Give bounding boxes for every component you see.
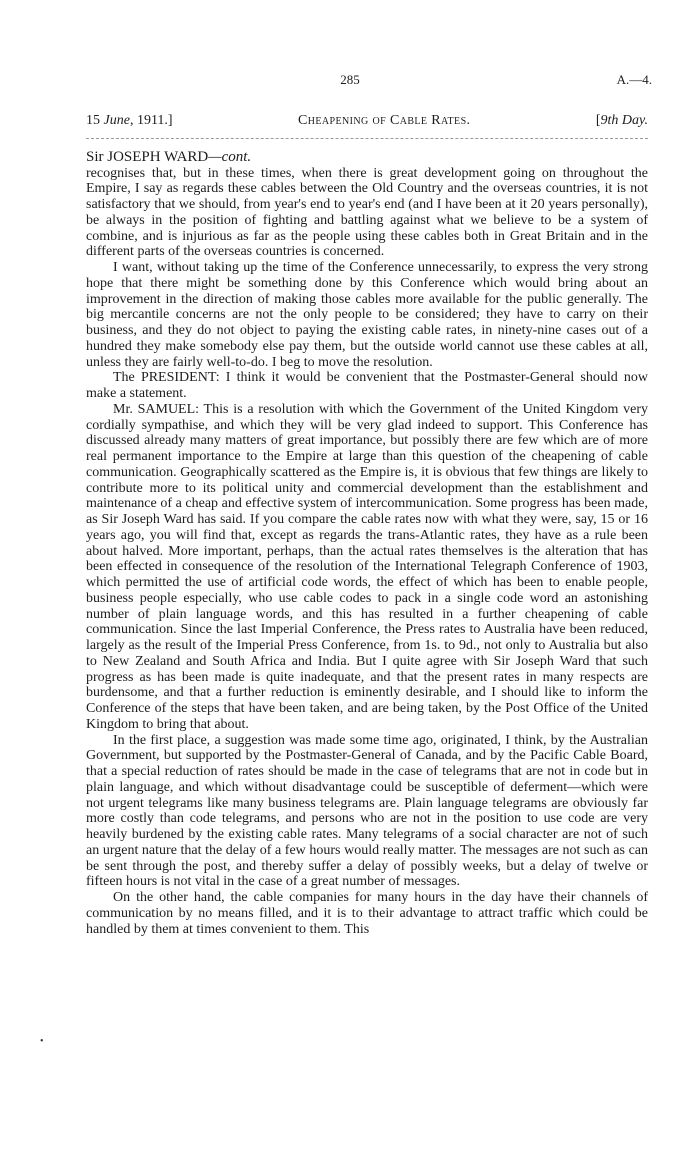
header-date-year: , 1911.]: [129, 113, 173, 128]
header-rule: [86, 138, 648, 139]
paragraph: In the first place, a suggestion was made some time ago, originated, I think, by the Australian Government, but supported by the Postmaster-General of Canada, and by the Pacific Cable Board, that a special reduction of rates should be made in the case of telegrams that are not in code but in plain language, and which without disadvantage could be susceptible of deferment—which were not urgent telegrams like many business telegrams are. Plain language telegrams are obviously far more costly than code telegrams, and persons who are not in the position to use code are very heavily burdened by the existing cable rates. Many telegrams of a social character are not of such an urgent nature that the delay of a few hours would really matter. The messages are not such as can be sent through the post, and thereby suffer a delay of possibly weeks, but a delay of twelve or fifteen hours is not vital in the case of a great number of messages.: [86, 732, 648, 890]
speaker-name: Sir JOSEPH WARD: [86, 149, 209, 165]
document-reference: A.—4.: [616, 72, 652, 87]
running-header: [86, 113, 648, 129]
header-date: [86, 113, 173, 129]
margin-mark: •: [40, 1036, 44, 1047]
header-day-bracket: [: [595, 113, 601, 128]
header-day: [596, 113, 648, 129]
paragraph: On the other hand, the cable companies for many hours in the day have their channels of communication by no means filled, and it is to their advantage to attract traffic which could be handled by them at times convenient to them. This: [86, 890, 648, 937]
speaker-heading: [86, 148, 251, 166]
paragraph: recognises that, but in these times, when there is great development going on throughout the Empire, I say as regards these cables between the Old Country and the overseas countries, it is not satisfactory that we should, from year's end to year's end (and I have been at it 20 years personally), be always in the position of fighting and battling against what we believe to be a system of combine, and is injurious as far as the people using these cables both in Great Britain and in the different parts of the overseas countries is concerned.: [86, 165, 648, 260]
header-date-day: 15: [86, 113, 104, 128]
paragraph: I want, without taking up the time of the Conference unnecessarily, to express the very strong hope that there might be something done by this Conference which would bring about an improvement in the direction of making those cables more available for the public generally. The big mercantile concerns are not the only people to be considered; they have to carry on their business, and they do not object to paying the existing cable rates, in ninety-nine cases out of a hundred they make somebody else pay them, but the outside world cannot use these cables at all, unless they are fairly well-to-do. I beg to move the resolution.: [86, 260, 648, 370]
header-date-month: June: [103, 113, 130, 128]
page-number: 285: [340, 72, 360, 87]
body-text: [86, 166, 648, 938]
speaker-cont: —cont.: [208, 149, 252, 165]
header-title: Cheapening of Cable Rates.: [298, 113, 471, 128]
paragraph: The PRESIDENT: I think it would be convenient that the Postmaster-General should now make a statement.: [86, 370, 648, 401]
header-day-label: 9th Day.: [600, 113, 648, 128]
paragraph: Mr. SAMUEL: This is a resolution with which the Government of the United Kingdom very cordially sympathise, and which they will be very glad indeed to support. This Conference has discussed already many matters of great importance, but possibly there are few which are of more real permanent importance to the Empire at large than this question of the cheapening of cable communication. Geographically scattered as the Empire is, it is obvious that few things are likely to contribute more to its political unity and commercial development than the establishment and maintenance of a cheap and effective system of intercommunication. Some progress has been made, as Sir Joseph Ward has said. If you compare the cable rates now with what they were, say, 15 or 16 years ago, you will find that, except as regards the trans-Atlantic rates, they have as a rule been about halved. More important, perhaps, than the actual rates themselves is the alteration that has been effected in consequence of the resolution of the International Telegraph Conference of 1903, which permitted the use of artificial code words, the effect of which has been to enable people, business people especially, who use cable codes to pack in a single code word an astonishing number of plain language words, and this has resulted in a further cheapening of cable communication. Since the last Imperial Conference, the Press rates to Australia have been reduced, largely as the result of the Imperial Press Conference, from 1s. to 9d., not only to Australia but also to New Zealand and South Africa and India. But I quite agree with Sir Joseph Ward that such progress as has been made is quite inadequate, and that the present rates in many respects are burdensome, and that a further reduction is eminently desirable, and I should like to inform the Conference of the steps that have been taken, and are being taken, by the Post Office of the United Kingdom to bring that about.: [86, 401, 648, 732]
